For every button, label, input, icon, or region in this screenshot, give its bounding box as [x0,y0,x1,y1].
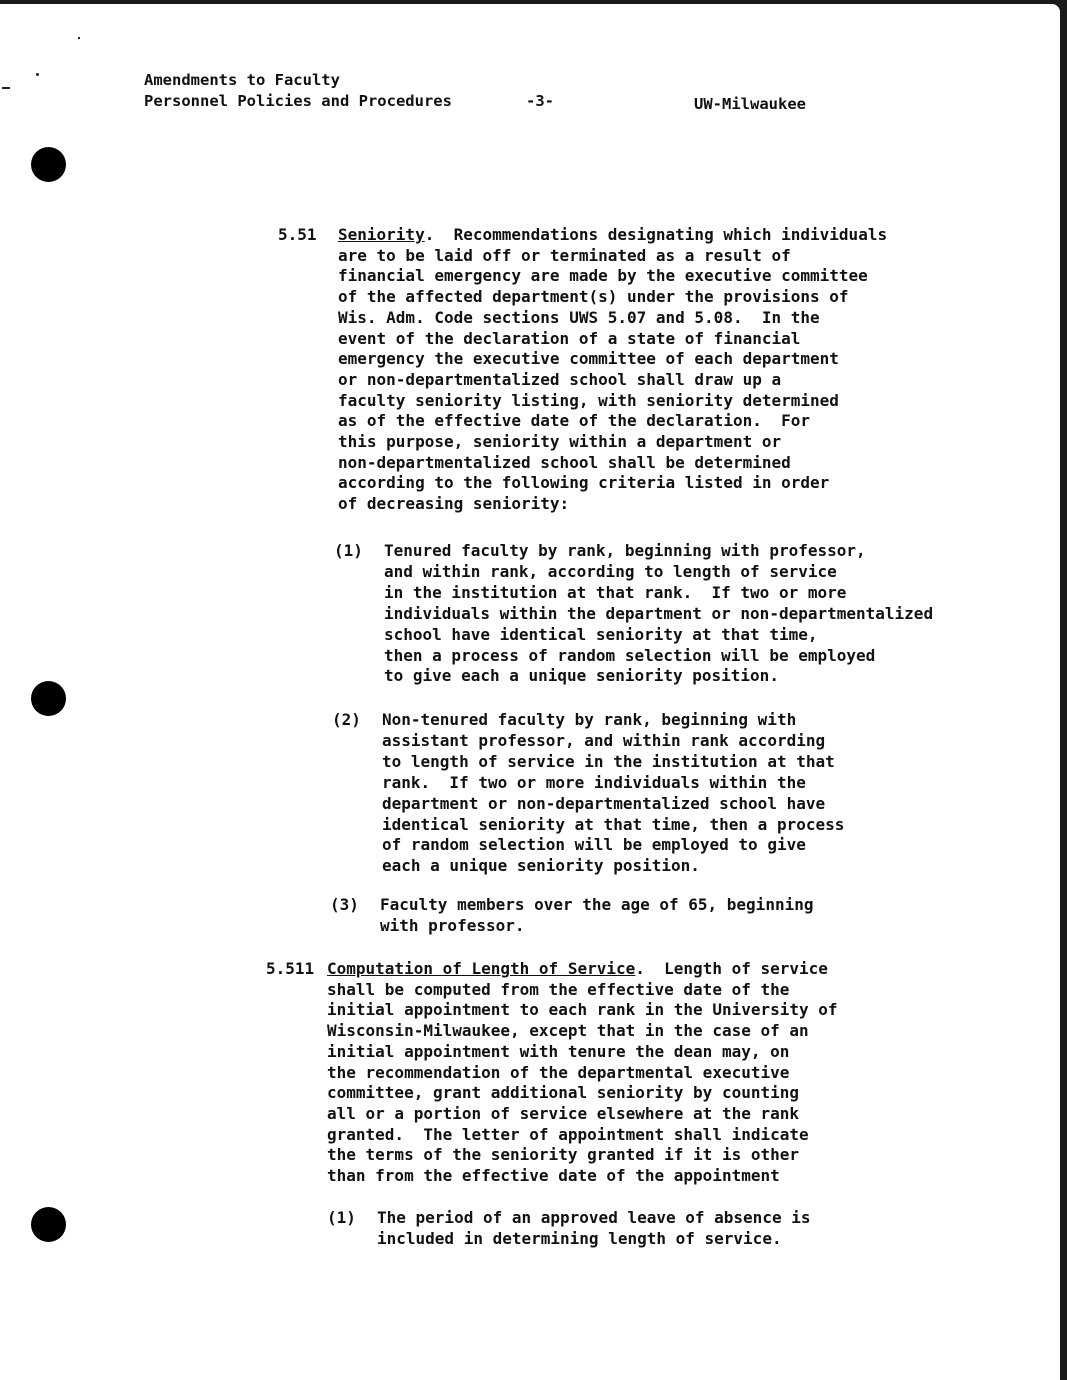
scan-speck [2,87,10,89]
section-heading: Computation of Length of Service [327,959,636,978]
service-item-1 [327,1208,1047,1250]
item-number: (1) [334,541,363,560]
binder-hole-top [31,147,66,182]
section-heading-suffix: . [635,959,645,978]
criteria-item-2 [332,710,1052,877]
header-title-line-2: Personnel Policies and Procedures [144,92,452,110]
section-number: 5.511 [266,959,315,978]
section-text: Recommendations designating which individuals are to be laid off or terminated as a result of financial emergency are made by the executive committee of the affected department(s) under the provisions of Wis. Adm. Code sections UWS 5.07 and 5.08. In the event of the declaration of a state of financial emergency the executive committee of each department or non-departmentalized school shall draw up a faculty seniority listing, with seniority determined as of the effective date of the declaration. For this purpose, seniority within a department or non-departmentalized school shall be determined according to the following criteria listed in order of decreasing seniority: [338,225,888,514]
scan-speck [78,37,80,39]
section-seniority [278,225,998,515]
section-body [327,959,986,1187]
item-number: (3) [330,895,359,914]
item-text: The period of an approved leave of absence is included in determining length of service. [377,1208,811,1248]
header-campus: UW-Milwaukee [694,95,806,113]
section-length-of-service [266,959,986,1187]
item-number: (2) [332,710,361,729]
item-text: Non-tenured faculty by rank, beginning with assistant professor, and within rank according to length of service in the institution at that rank. If two or more individuals within the department or non-departmentalized school have identical seniority at that time, then a process of random selection will be employed to give each a unique seniority position. [382,710,845,876]
binder-hole-bottom [31,1207,66,1242]
criteria-item-3 [330,895,1050,937]
page-header [144,70,864,112]
binder-hole-middle [31,681,66,716]
section-body [338,225,998,515]
section-text: Length of service shall be computed from the effective date of the initial appointment to each rank in the University of Wisconsin-Milwaukee, except that in the case of an initial appointment with tenure the dean may, on the recommendation of the departmental executive committee, grant additional seniority by counting all or a portion of service elsewhere at the rank granted. The letter of appointment shall indicate the terms of the seniority granted if it is other than from the effective date of the appointment [327,959,838,1186]
scan-speck [36,73,39,76]
section-heading: Seniority [338,225,425,244]
item-text: Tenured faculty by rank, beginning with professor, and within rank, according to length of service in the institution at that rank. If two or more individuals within the department or non-departmentalized school have identical seniority at that time, then a process of random selection will be employed to give each a unique seniority position. [384,541,934,686]
criteria-item-1 [334,541,1054,687]
section-number: 5.51 [278,225,317,244]
header-title-line-1: Amendments to Faculty [144,71,340,89]
document-page [0,4,1060,1380]
item-number: (1) [327,1208,356,1227]
item-text: Faculty members over the age of 65, beginning with professor. [380,895,814,935]
page-number: -3- [526,92,554,110]
section-heading-suffix: . [424,225,435,244]
